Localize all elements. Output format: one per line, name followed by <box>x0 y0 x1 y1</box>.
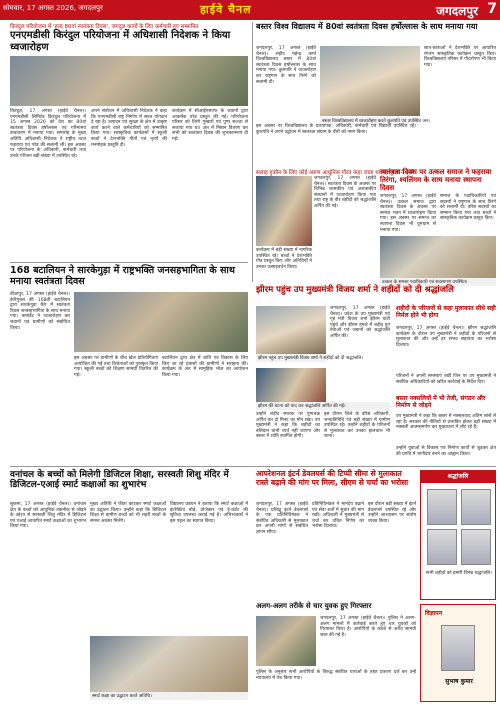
portrait-thumbnail <box>461 529 491 565</box>
story2-col3: छात्र-छात्राओं ने देशभक्ति पर आधारित रंगारंग सांस्कृतिक कार्यक्रम प्रस्तुत किए। विश्वविद्यालय परिसर में पौधरोपण भी किया गया। <box>424 46 496 68</box>
story4-caption: उत्कल के समस्त पदाधिकारी एवं सदस्यगण उपस्थित। <box>380 278 496 286</box>
divider <box>10 466 496 467</box>
story5-col3: बटालियन द्वारा क्षेत्र में शांति एवं विकास के लिए किए जा रहे प्रयासों की ग्रामीणों ने सराहना की। कार्यक्रम के अंत में सामूहिक भोज का आयोजन किया गया। <box>162 356 248 378</box>
story7-col1: जगदलपुर, 17 अगस्त (हाईवे चैनल)। झीरम श्रद्धांजलि कार्यक्रम के दौरान उप मुख्यमंत्री ने शहीदों के परिजनों से मुलाकात की और उन्हें हर संभव सहायता का भरोसा दिलाया। <box>396 326 496 348</box>
story6-col3: इस दौरान जिले के वरिष्ठ अधिकारी, जनप्रतिनिधि एवं बड़ी संख्या में ग्रामीण उपस्थित रहे। उन्होंने शहीदों के परिजनों से मुलाकात कर उनका हालचाल भी जाना। <box>324 412 390 440</box>
story8-col2: उन्होंने युवाओं से विकास एवं निर्माण कार्यों से जुड़कर क्षेत्र की प्रगति में भागीदार बनने का आह्वान किया। <box>396 446 496 457</box>
footer-ad-label: विज्ञापन <box>425 610 443 617</box>
story6-headline: झीरम पहुंच उप मुख्यमंत्री विजय शर्मा ने शहीदों को दी श्रद्धांजलि <box>256 285 454 295</box>
masthead-bar <box>0 0 500 20</box>
story6-col2: उन्होंने शहीद स्मारक पर पुष्पचक्र अर्पित कर दो मिनट का मौन रखा। उप मुख्यमंत्री ने कहा कि शहीदों का बलिदान कभी व्यर्थ नहीं जाएगा और बस्तर में शांति स्थापित होगी। <box>256 412 320 440</box>
story3-photo <box>256 176 312 246</box>
story10-col2: प्रतिनिधिमंडल ने मानदेय बढ़ाने एवं सेवा शर्तों में सुधार की मांग रखी। अधिकारी ने मुख्यमंत्री से चर्चा कर उचित निर्णय का भरोसा दिलाया। <box>312 502 364 530</box>
portrait-thumbnail <box>427 489 457 525</box>
story11-headline: अलग-अलग तरीके से चार युवक हुए गिरफ्तार <box>256 602 372 610</box>
story6-caption2: झीरम की घटना को याद कर श्रद्धांजलि अर्पित की गई। <box>256 402 390 410</box>
newspaper-title: हाईवे चैनल <box>200 3 252 16</box>
portrait-thumbnail <box>461 489 491 525</box>
story10-col3: इस दौरान बड़ी संख्या में इंटर्न डेवलपर्स उपस्थित रहे और उन्होंने आश्वासन पर संतोष व्यक्त किया। <box>368 502 416 524</box>
story2-col2: इस अवसर पर विश्वविद्यालय के प्राध्यापक, अधिकारी, कर्मचारी एवं विद्यार्थी उपस्थित रहे। कुलपति ने अपने उद्बोधन में स्वतंत्रता संग्राम के वीरों को नमन किया। <box>256 124 416 135</box>
story10-headline: आपरेशनल इंटर्न डेवलपर्स की टिप्पी सीमा से मुलाकात रास्ते बढ़ाने की मांग पर मिला, सीएम से चर्चा का भरोसा <box>256 469 409 487</box>
story5-headline: 168 बटालियन ने सारकेगुड़ा में राष्ट्रभक्ति जनसहभागिता के साथ मनाया स्वतंत्रता दिवस <box>10 265 235 287</box>
story3-col2: कार्यक्रम में बड़ी संख्या में नागरिक उपस्थित रहे। बच्चों ने देशभक्ति गीत प्रस्तुत किए और अतिथियों ने उनका उत्साहवर्धन किया। <box>256 248 312 270</box>
section-title: जगदलपुर <box>436 4 478 18</box>
story2-headline: बस्तर विश्व विद्यालय में 80वां स्वतंत्रता दिवस हर्षोल्लास के साथ मनाया गया <box>256 22 478 31</box>
story6-photo1 <box>256 306 326 354</box>
story6-photo2 <box>256 368 326 402</box>
story7-col2: परिजनों ने अपनी समस्याएं रखीं जिन पर उप मुख्यमंत्री ने संबंधित अधिकारियों को त्वरित कार्रवाई के निर्देश दिए। <box>396 374 496 385</box>
page-number: 7 <box>487 1 497 17</box>
story11-col2: पुलिस के अनुसार सभी आरोपियों के विरुद्ध संबंधित धाराओं के तहत प्रकरण दर्ज कर उन्हें न्यायालय में पेश किया गया। <box>256 670 416 681</box>
story11-photo <box>256 616 316 666</box>
column-divider <box>252 22 253 282</box>
story4-headline: स्वतंत्रता दिवस पर उत्कल समाज ने फहराया तिरंगा, श्यलिंगम के साथ मनाया स्थापना दिवस <box>380 168 492 193</box>
story2-photo <box>320 46 420 116</box>
story9-headline: वनांचल के बच्चों को मिलेगी डिजिटल शिक्षा, सरस्वती शिशु मंदिर में डिजिटल-एआई स्मार्ट कक्षाओं का शुभारंभ <box>10 470 229 491</box>
story9-col1: सुकमा, 17 अगस्त (हाईवे चैनल)। वनांचल क्षेत्र के बच्चों को आधुनिक तकनीक से जोड़ने के उद्देश्य से सरस्वती शिशु मंदिर में डिजिटल एवं एआई आधारित स्मार्ट कक्षाओं का शुभारंभ किया गया। <box>10 502 86 530</box>
story4-col1: जगदलपुर, 17 अगस्त (हाईवे चैनल)। उत्कल समाज द्वारा स्वतंत्रता दिवस के अवसर पर समाज भवन में ध्वजारोहण किया गया। इस अवसर पर समाज का स्थापना दिवस भी धूमधाम से मनाया गया। <box>380 194 436 233</box>
story9-caption: स्मार्ट कक्षा का उद्घाटन करते अतिथि। <box>90 692 248 700</box>
issue-date: सोमवार, 17 अगस्त 2026, जगदलपुर <box>3 4 103 12</box>
story3-kicker: सलाह हुकौन के लिए कोई अरुण आधुनिक गौरव कहा जाता था वह गुप्ता ने आगे <box>256 170 415 176</box>
tribute-box-text: सभी शहीदों को हमारी विनम्र श्रद्धांजलि। <box>426 571 492 576</box>
ad-portrait <box>441 625 475 671</box>
story5-col1: बीजापुर, 17 अगस्त (हाईवे चैनल)। केरिपुबल की 168वीं बटालियन द्वारा सारकेगुड़ा कैंप में स्वतंत्रता दिवस जनसहभागिता के साथ मनाया गया। कमांडेंट ने ध्वजारोहण कर जवानों एवं ग्रामीणों को संबोधित किया। <box>10 292 70 331</box>
story5-col2: इस अवसर पर ग्रामीणों के बीच खेल प्रतियोगिताएं आयोजित की गईं तथा विजेताओं को पुरस्कृत किया गया। स्कूली बच्चों को शिक्षण सामग्री वितरित की गई। <box>74 356 158 378</box>
story6-col1: जगदलपुर, 17 अगस्त (हाईवे चैनल)। प्रदेश के उप मुख्यमंत्री एवं गृह मंत्री विजय शर्मा झीरम घाटी पहुंचे और झीरम हमले में शहीद हुए नेताओं एवं जवानों को श्रद्धांजलि अर्पित की। <box>330 306 390 339</box>
date-text: सोमवार, 17 अगस्त 2026 <box>3 4 74 12</box>
top-kicker: किरंदुल परियोजना में 'हल्द 80वां स्वतंत्रता दिवस', जगदुल कार्यों के लिए कर्मचारी हुए सम्मानित <box>10 24 199 30</box>
story1-col3: कार्यक्रम में सीआईएसएफ के जवानों द्वारा आकर्षक परेड प्रस्तुत की गई। परियोजना परिसर को तिरंगे गुब्बारों एवं पुष्प सज्जा से सजाया गया था। अंत में मिष्ठान वितरण कर सभी को स्वतंत्रता दिवस की शुभकामनाएं दी गईं। <box>172 109 248 142</box>
story6-caption1: झीरम पहुंच उप मुख्यमंत्री विजय शर्मा ने शहीदों को दी श्रद्धांजलि। <box>258 356 364 361</box>
story2-caption: बस्तर विश्वविद्यालय में ध्वजारोहण करते कुलपति एवं उपस्थित जन। <box>322 119 431 124</box>
story1-headline: एनएमडीसी किरंदुल परियोजना में अधिशासी निदेशक ने किया ध्वजारोहण <box>10 30 231 53</box>
tribute-box <box>420 470 496 600</box>
story8-col1: उप मुख्यमंत्री ने कहा कि बस्तर में नक्सलवाद अंतिम सांसें ले रहा है। सरकार की नीतियों से प्रभावित होकर बड़ी संख्या में नक्सली आत्मसमर्पण कर मुख्यधारा में लौट रहे हैं। <box>396 414 496 431</box>
story4-col2: समाज के पदाधिकारियों एवं सदस्यों ने राष्ट्रगान के साथ तिरंगे को सलामी दी। वरिष्ठ सदस्यों का सम्मान किया गया तथा बच्चों ने सांस्कृतिक कार्यक्रम प्रस्तुत किए। <box>440 194 496 222</box>
story1-col2: अपने संबोधन में अधिशासी निदेशक ने कहा कि एनएमडीसी राष्ट्र निर्माण में सतत योगदान दे रहा है। उत्पादन एवं सुरक्षा के क्षेत्र में उत्कृष्ट कार्य करने वाले कर्मचारियों को सम्मानित किया गया। सांस्कृतिक कार्यक्रमों में स्कूली बच्चों ने देशभक्ति गीतों एवं नृत्यों की मनमोहक प्रस्तुति दी। <box>91 109 167 148</box>
city-text: जगदलपुर <box>78 4 103 12</box>
footer-ad-name: सुभाष कुमार <box>445 678 473 685</box>
story4-photo <box>380 236 496 278</box>
story9-col3: विद्यालय प्रबंधन ने बताया कि स्मार्ट कक्षाओं में इंटरैक्टिव बोर्ड, प्रोजेक्टर एवं ई-कंटेंट की सुविधा उपलब्ध कराई गई है। अभिभावकों ने इस पहल का स्वागत किया। <box>170 502 248 524</box>
portrait-thumbnail <box>427 529 457 565</box>
story7-headline: शहीदों के परिजनों से कहा मुलाकात सीधे सही निर्मल होने भी होगा <box>396 305 496 319</box>
footer-ad-box <box>420 604 496 702</box>
story8-headline: बस्तर नक्सलियों में भी तेजी, संगठन और निर्माण से जोड़ने <box>396 395 486 409</box>
tribute-box-title: श्रद्धांजलि <box>421 471 495 483</box>
story3-col1: जगदलपुर, 17 अगस्त (हाईवे चैनल)। स्वतंत्रता दिवस के अवसर पर विभिन्न शासकीय एवं अशासकीय संस्थानों में ध्वजारोहण किया गया तथा राष्ट्र के वीर शहीदों को श्रद्धांजलि अर्पित की गई। <box>314 176 376 209</box>
story9-photo <box>90 636 248 692</box>
story5-photo <box>74 292 248 352</box>
story1-col1: किरंदुल, 17 अगस्त (हाईवे चैनल)। एनएमडीसी लिमिटेड किरंदुल परियोजना में 15 अगस्त 2026 को देश का 80वां स्वतंत्रता दिवस हर्षोल्लास एवं गरिमामय वातावरण में मनाया गया। समारोह के मुख्य अतिथि अधिशासी निदेशक ने राष्ट्रीय ध्वज फहराया एवं परेड की सलामी ली। इस अवसर पर परियोजना के अधिकारी, कर्मचारी तथा उनके परिजन बड़ी संख्या में उपस्थित रहे। <box>10 109 86 159</box>
story11-col1: जगदलपुर, 17 अगस्त (हाईवे चैनल)। पुलिस ने अलग-अलग मामलों में कार्रवाई करते हुए चार युवकों को गिरफ्तार किया है। आरोपियों के कब्जे से अवैध सामग्री जब्त की गई है। <box>320 616 416 638</box>
story10-col1: जगदलपुर, 17 अगस्त (हाईवे चैनल)। प्रशिक्षु इंटर्न डेवलपर्स के एक प्रतिनिधिमंडल ने संबंधित अधिकारी से मुलाकात कर अपनी मांगों से संबंधित ज्ञापन सौंपा। <box>256 502 308 535</box>
divider <box>10 262 248 263</box>
story2-col1: जगदलपुर, 17 अगस्त (हाईवे चैनल)। शहीद महेन्द्र कर्मा विश्वविद्यालय बस्तर में 80वां स्वतंत्रता दिवस हर्षोल्लास के साथ मनाया गया। कुलपति ने ध्वजारोहण कर राष्ट्रगान के साथ तिरंगे को सलामी दी। <box>256 46 316 85</box>
story9-col2: मुख्य अतिथि ने फीता काटकर स्मार्ट कक्षाओं का उद्घाटन किया। उन्होंने कहा कि डिजिटल शिक्षा से ग्रामीण बच्चों को भी शहरी बच्चों के समान अवसर मिलेंगे। <box>90 502 166 524</box>
story1-photo <box>10 56 248 106</box>
